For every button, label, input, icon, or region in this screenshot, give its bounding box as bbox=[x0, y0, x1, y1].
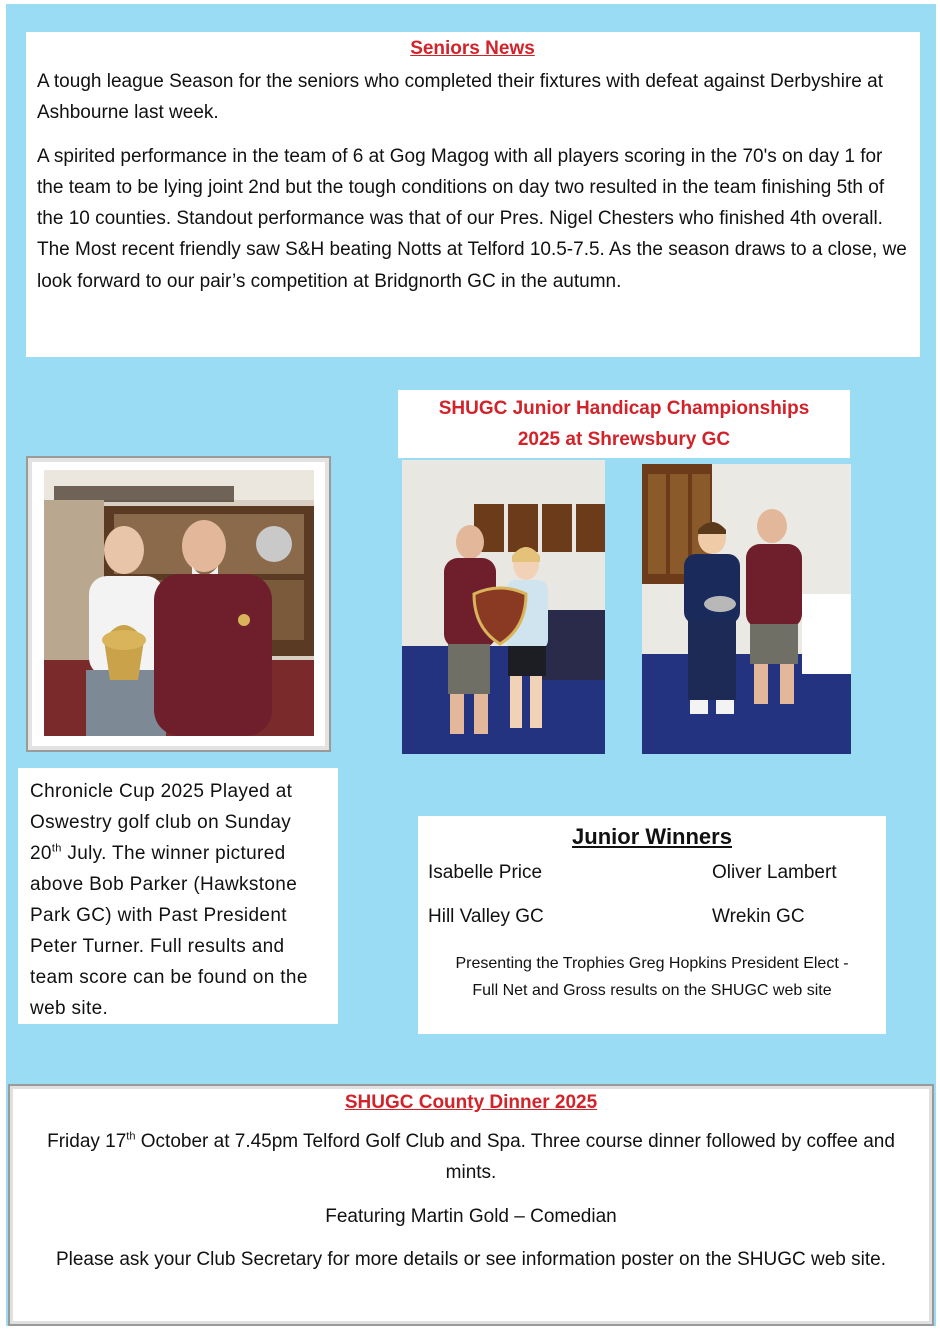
junior-winners-box bbox=[418, 816, 886, 1034]
dinner-more-info: Please ask your Club Secretary for more details or see information poster on the SHUGC web site. bbox=[55, 1248, 887, 1270]
winner-name-2: Oliver Lambert bbox=[712, 862, 837, 883]
dinner-date-part-1: Friday 17 bbox=[47, 1131, 127, 1152]
county-dinner-title: SHUGC County Dinner 2025 bbox=[344, 1092, 598, 1113]
dinner-date-part-2: October at 7.45pm Telford Golf Club and Spa. Three course dinner followed by coffee and mints. bbox=[135, 1131, 895, 1184]
chronicle-caption-part-1: Chronicle Cup 2025 Played at Oswestry golf club on Sunday 20 bbox=[30, 781, 293, 864]
winners-names-row bbox=[428, 862, 876, 906]
county-dinner-section bbox=[8, 1084, 934, 1326]
junior-winner-girl-photo bbox=[402, 460, 605, 754]
chronicle-cup-photo bbox=[44, 470, 314, 736]
chronicle-caption-part-2: July. The winner pictured above Bob Parker (Hawkstone Park GC) with Past President Peter Turner. Full results and team score can be found on the web site. bbox=[30, 843, 308, 1019]
junior-championships-heading bbox=[398, 390, 850, 458]
winners-clubs-row bbox=[428, 906, 876, 950]
newsletter-page bbox=[6, 4, 936, 1326]
chronicle-caption-ordinal: th bbox=[51, 842, 62, 855]
junior-heading-line-1: SHUGC Junior Handicap Championships bbox=[438, 398, 810, 419]
junior-winners-title: Junior Winners bbox=[572, 824, 732, 849]
winner-name-1: Isabelle Price bbox=[428, 862, 543, 883]
seniors-news-section bbox=[26, 32, 920, 357]
dinner-date-ordinal: th bbox=[126, 1130, 136, 1143]
seniors-paragraph-2: A spirited performance in the team of 6 at Gog Magog with all players scoring in the 70's on day 1 for the team to be lying joint 2nd but the tough conditions on day two resulted in the team finishing 5th of the 10 counties. Standout performance was that of our Pres. Nigel Chesters who finished 4th overall. The Most recent friendly saw S&H beating Notts at Telford 10.5-7.5. As the season draws to a close, we look forward to our pair’s competition at Bridgnorth GC in the autumn. bbox=[37, 145, 907, 292]
junior-winner-boy-photo bbox=[642, 464, 851, 754]
presentation-note-line-2: Full Net and Gross results on the SHUGC web site bbox=[472, 982, 832, 999]
winner-club-2: Wrekin GC bbox=[712, 906, 805, 927]
chronicle-cup-caption bbox=[18, 768, 338, 1024]
chronicle-caption-text bbox=[30, 776, 324, 1024]
seniors-news-title: Seniors News bbox=[410, 38, 535, 59]
winner-club-1: Hill Valley GC bbox=[428, 906, 544, 927]
presentation-note-line-1: Presenting the Trophies Greg Hopkins President Elect - bbox=[455, 955, 849, 972]
seniors-paragraph-1: A tough league Season for the seniors who completed their fixtures with defeat against Derbyshire at Ashbourne last week. bbox=[37, 71, 883, 124]
dinner-entertainment: Featuring Martin Gold – Comedian bbox=[325, 1205, 617, 1227]
junior-heading-line-2: 2025 at Shrewsbury GC bbox=[517, 429, 731, 450]
dinner-details bbox=[20, 1126, 922, 1189]
